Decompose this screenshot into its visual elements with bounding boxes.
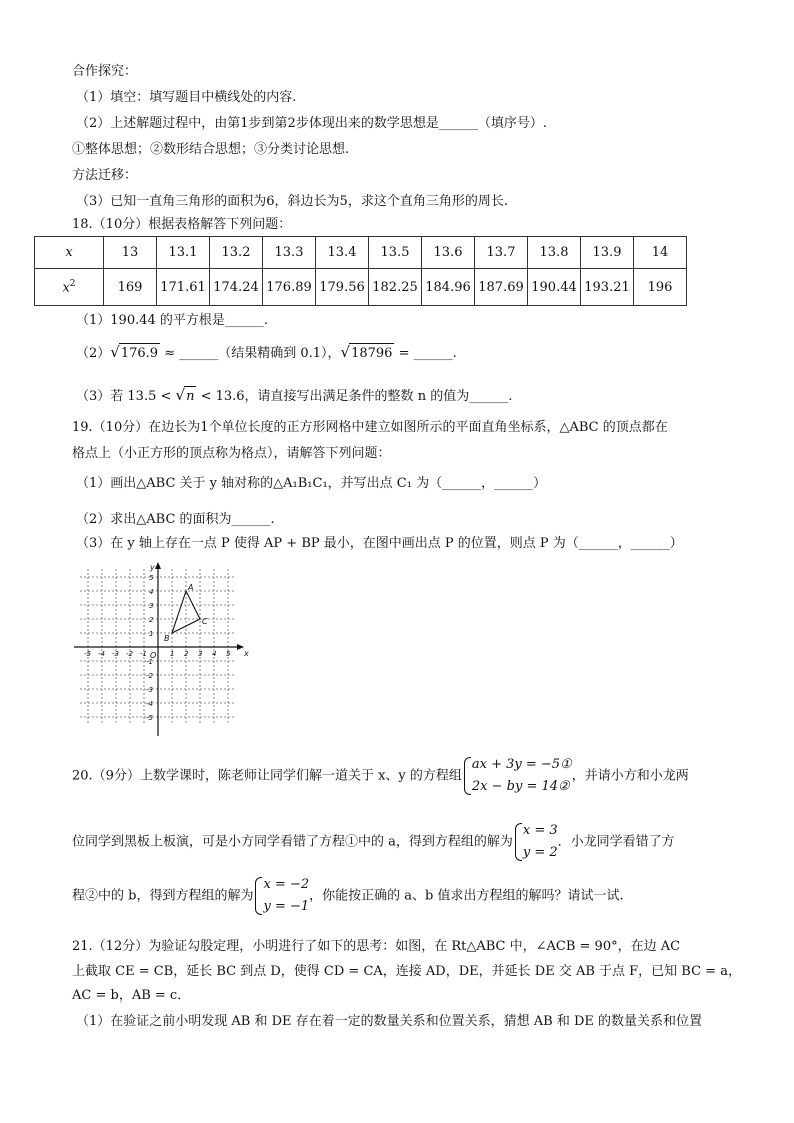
table-cell: 169	[104, 269, 157, 306]
problem-20-line-1: 20.（9分）上数学课时，陈老师让同学们解一道关于 x、y 的方程组ax + 3y = −5① 2x − by = 14②，并请小方和小龙两	[72, 754, 689, 798]
x-tick: 5	[226, 650, 231, 658]
x-tick: 1	[170, 650, 175, 658]
table-cell: 13	[104, 237, 157, 269]
origin-label: O	[150, 651, 157, 660]
square-table	[34, 236, 687, 306]
y-tick: -3	[146, 686, 153, 694]
section-heading-cooperative: 合作探究：	[72, 64, 138, 79]
y-tick: -1	[146, 658, 153, 666]
table-cell: 13.8	[528, 237, 581, 269]
table-cell: 13.1	[157, 237, 210, 269]
table-cell: 13.7	[475, 237, 528, 269]
table-cell: 190.44	[528, 269, 581, 306]
table-cell: 13.5	[369, 237, 422, 269]
options-list: ①整体思想；②数形结合思想；③分类讨论思想.	[72, 142, 350, 157]
problem-19-line-2: 格点上（小正方形的顶点称为格点），请解答下列问题：	[72, 446, 391, 461]
section-heading-method: 方法迁移：	[72, 168, 138, 183]
equation-system: ax + 3y = −5① 2x − by = 14②	[462, 754, 572, 798]
table-cell: 171.61	[157, 269, 210, 306]
table-cell: 13.9	[581, 237, 634, 269]
y-tick: -2	[146, 672, 153, 680]
table-cell: 179.56	[316, 269, 369, 306]
table-cell: 184.96	[422, 269, 475, 306]
y-axis-label: y	[150, 563, 155, 572]
y-tick: -5	[146, 714, 153, 722]
problem-21-q1: （1）在验证之前小明发现 AB 和 DE 存在着一定的数量关系和位置关系，猜想 AB 和 DE 的数量关系和位置	[76, 1014, 703, 1029]
question-2-thinking: （2）上述解题过程中，由第1步到第2步体现出来的数学思想是______（填序号）.	[76, 116, 547, 131]
problem-18-q1: （1）190.44 的平方根是______.	[76, 313, 269, 328]
table-row-x2	[35, 269, 687, 306]
table-cell: 182.25	[369, 269, 422, 306]
vertex-label-a: A	[188, 583, 194, 592]
problem-18-q3: （3）若 13.5 < √n < 13.6，请直接写出满足条件的整数 n 的值为______.	[76, 385, 512, 407]
problem-19-q3: （3）在 y 轴上存在一点 P 使得 AP + BP 最小，在图中画出点 P 的位置，则点 P 为（______，______）	[76, 536, 683, 551]
y-tick: 2	[149, 616, 154, 624]
solution-system-1: x = 3 y = 2	[513, 820, 558, 864]
problem-21-line-2: 上截取 CE = CB，延长 BC 到点 D，使得 CD = CA，连接 AD，DE，并延长 DE 交 AB 于点 F，已知 BC = a，	[72, 964, 741, 979]
problem-19-q2: （2）求出△ABC 的面积为______.	[76, 512, 275, 527]
radicand-n: n	[184, 386, 196, 407]
question-3-triangle: （3）已知一直角三角形的面积为6，斜边长为5，求这个直角三角形的周长.	[76, 194, 508, 209]
table-cell: 13.2	[210, 237, 263, 269]
y-tick: -4	[146, 700, 153, 708]
problem-18-title: 18.（10分）根据表格解答下列问题：	[72, 217, 292, 232]
radicand-1: 176.9	[119, 343, 160, 364]
table-cell: 13.3	[263, 237, 316, 269]
x-tick: -1	[140, 650, 147, 658]
radicand-2: 18796	[349, 343, 394, 364]
x-tick: -5	[84, 650, 91, 658]
problem-20-line-2: 位同学到黑板上板演，可是小方同学看错了方程①中的 a，得到方程组的解为x = 3 y = 2．小龙同学看错了方	[72, 820, 675, 864]
problem-21-line-3: AC = b，AB = c．	[72, 988, 191, 1003]
x-tick: 3	[198, 650, 203, 658]
y-axis-arrow	[155, 562, 161, 569]
table-cell: 13.6	[422, 237, 475, 269]
x-tick: 4	[212, 650, 217, 658]
coordinate-grid-figure	[72, 560, 252, 740]
x-tick: -2	[126, 650, 133, 658]
table-cell: 187.69	[475, 269, 528, 306]
problem-19-line-1: 19.（10分）在边长为1个单位长度的正方形网格中建立如图所示的平面直角坐标系，△ABC 的顶点都在	[72, 420, 668, 435]
table-cell: 193.21	[581, 269, 634, 306]
x-axis-arrow	[237, 644, 244, 650]
table-cell: 176.89	[263, 269, 316, 306]
solution-system-2: x = −2 y = −1	[253, 874, 309, 918]
table-cell: 14	[634, 237, 687, 269]
table-cell: 174.24	[210, 269, 263, 306]
x-tick: -3	[112, 650, 119, 658]
problem-18-q2: （2）√176.9 ≈ ______（结果精确到 0.1），√18796 = ______.	[76, 342, 457, 364]
question-1-fill: （1）填空：填写题目中横线处的内容.	[76, 90, 297, 105]
table-cell: 196	[634, 269, 687, 306]
table-header-x: x	[35, 237, 104, 269]
problem-21-line-1: 21.（12分）为验证勾股定理，小明进行了如下的思考：如图，在 Rt△ABC 中，∠ACB = 90°，在边 AC	[72, 939, 681, 954]
x-axis-label: x	[244, 649, 249, 658]
x-tick: -4	[98, 650, 105, 658]
y-tick: 5	[149, 574, 154, 582]
table-cell: 13.4	[316, 237, 369, 269]
vertex-label-b: B	[164, 634, 170, 643]
problem-19-q1: （1）画出△ABC 关于 y 轴对称的△A₁B₁C₁，并写出点 C₁ 为（______，______）	[76, 476, 547, 491]
y-tick: 4	[149, 588, 154, 596]
y-tick: 1	[149, 630, 154, 638]
x-tick: 2	[184, 650, 189, 658]
y-tick: 3	[149, 602, 154, 610]
table-row-x	[35, 237, 687, 269]
vertex-label-c: C	[202, 617, 208, 626]
problem-20-line-3: 程②中的 b，得到方程组的解为x = −2 y = −1，你能按正确的 a、b 值求出方程组的解吗？请试一试.	[72, 874, 624, 918]
table-header-x-squared: $x^2$	[35, 269, 104, 306]
